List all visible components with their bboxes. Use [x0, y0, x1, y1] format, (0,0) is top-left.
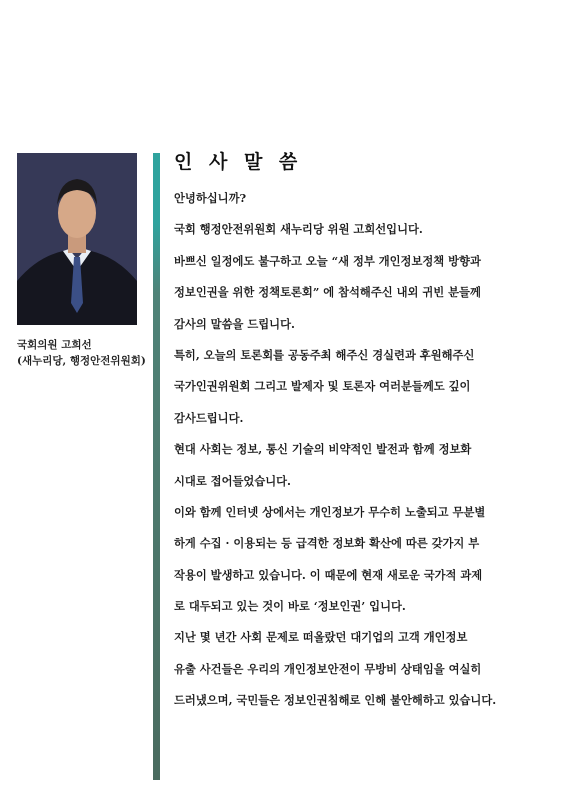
text-line: 특히, 오늘의 토론회를 공동주최 해주신 경실련과 후원해주신 [174, 347, 475, 362]
text-line: 유출 사건들은 우리의 개인정보안전이 무방비 상태임을 여실히 [174, 661, 482, 676]
text-line: 국회 행정안전위원회 새누리당 위원 고희선입니다. [174, 222, 423, 237]
text-line: 시대로 접어들었습니다. [174, 473, 291, 488]
caption-name: 국회의원 고희선 [17, 339, 92, 351]
text-line: 정보인권을 위한 정책토론회” 에 참석해주신 내외 귀빈 분들께 [174, 285, 481, 300]
text-line: 이와 함께 인터넷 상에서는 개인정보가 무수히 노출되고 무분별 [174, 504, 486, 519]
text-line: 하게 수집 · 이용되는 등 급격한 정보화 확산에 따른 갖가지 부 [174, 536, 480, 551]
text-line: 감사드립니다. [174, 410, 244, 425]
portrait-caption [17, 337, 157, 369]
text-line: 드러냈으며, 국민들은 정보인권침해로 인해 불안해하고 있습니다. [174, 693, 497, 708]
portrait-icon [17, 153, 137, 325]
text-line: 작용이 발생하고 있습니다. 이 때문에 현재 새로운 국가적 과제 [174, 567, 483, 582]
text-line: 로 대두되고 있는 것이 바로 ‘정보인권’ 입니다. [174, 599, 406, 614]
accent-bar [153, 153, 160, 780]
caption-affiliation: (새누리당, 행정안전위원회) [17, 355, 146, 367]
text-line: 국가인권위원회 그리고 발제자 및 토론자 여러분들께도 깊이 [174, 379, 471, 394]
text-line: 안녕하십니까? [174, 191, 247, 205]
text-line: 지난 몇 년간 사회 문제로 떠올랐던 대기업의 고객 개인정보 [174, 630, 468, 645]
greeting-body [174, 190, 554, 724]
text-line: 바쁘신 일정에도 불구하고 오늘 “새 정부 개인정보정책 방향과 [174, 253, 481, 268]
text-line: 감사의 말씀을 드립니다. [174, 316, 295, 331]
text-line: 현대 사회는 정보, 통신 기술의 비약적인 발전과 함께 정보화 [174, 442, 472, 457]
portrait-photo [17, 153, 137, 325]
page-title: 인 사 말 씀 [174, 151, 303, 173]
